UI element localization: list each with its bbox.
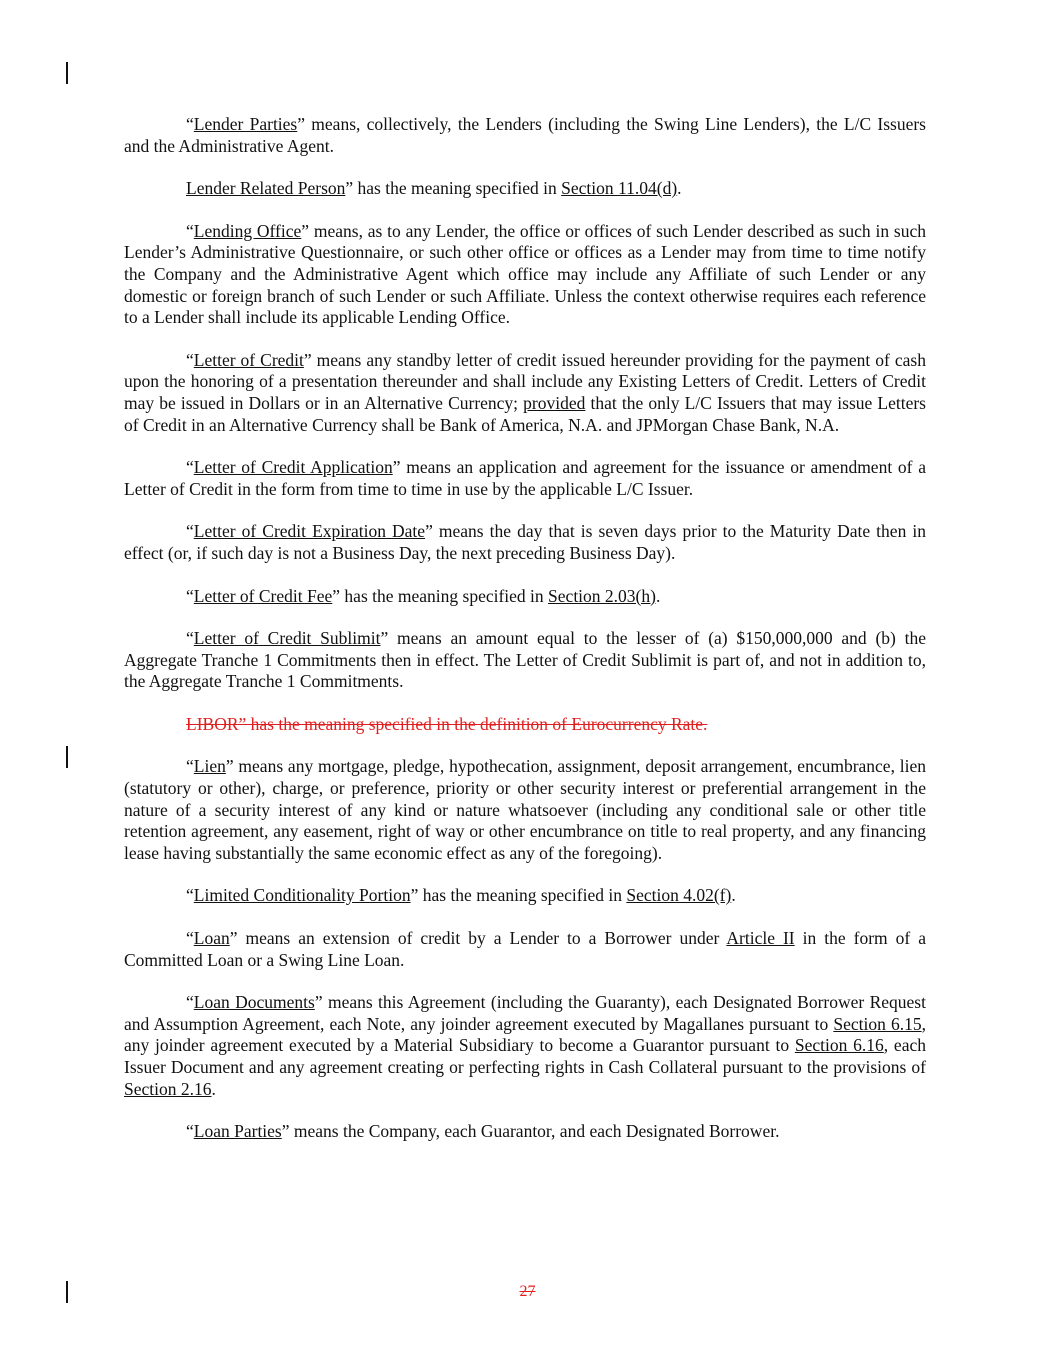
definition-text: ” means the day that is seven days prior to the Maturity Date then in effect (or, if such day is not a Business Day, the next preceding Business Day). — [124, 521, 926, 563]
change-bar-top — [66, 62, 68, 84]
defined-term-or-reference: Section 6.15 — [833, 1013, 922, 1034]
definition-text: ” has the meaning specified in — [332, 585, 549, 606]
defined-term-or-reference: Lender Parties — [193, 114, 298, 134]
defined-term-or-reference: Section 6.16 — [794, 1035, 884, 1056]
definition-loan — [124, 928, 926, 971]
definition-text: “ — [186, 585, 194, 606]
definition-text: ” means an extension of credit by a Lender to a Borrower under — [229, 928, 727, 949]
definition-text: ” has the meaning specified in — [410, 885, 627, 906]
defined-term-or-reference: Letter of Credit Sublimit — [193, 628, 381, 649]
definition-text: ” means, as to any Lender, the office or offices of such Lender described as such in such Lender’s Administrative Questionnaire, or such other office or offices as a Lender may from time to time notify the Company and the Administrative Agent which office may include any Affiliate of such Lender or any domestic or foreign branch of such Lender or such Affiliate. Unless the context otherwise requires each reference to a Lender shall include its applicable Lending Office. — [124, 220, 926, 328]
defined-term-or-reference: Section 4.02(f) — [626, 885, 732, 906]
defined-term-or-reference: Limited Conditionality Portion — [193, 885, 411, 906]
definition-text: “ — [186, 114, 194, 134]
defined-term-or-reference: provided — [523, 392, 586, 413]
definition-text: ” means an amount equal to the lesser of (a) $150,000,000 and (b) the Aggregate Tranche 1 Commitments then in effect. The Letter of Credit Sublimit is part of, and not in addition to, the Aggregate Tranche 1 Commitments. — [124, 628, 926, 692]
definition-text: ” means, collectively, the Lenders (including the Swing Line Lenders), the L/C Issuers and the Administrative Agent. — [124, 114, 926, 156]
definition-letter-of-credit-fee — [124, 586, 926, 608]
defined-term-or-reference: Loan Documents — [193, 992, 315, 1013]
definition-text: ” has the meaning specified in — [345, 178, 562, 199]
definition-loan-parties — [124, 1121, 926, 1143]
change-bar-libor — [66, 746, 68, 768]
definition-text: . — [655, 585, 661, 606]
definition-letter-of-credit-application — [124, 457, 926, 500]
defined-term-or-reference: Letter of Credit Fee — [193, 585, 333, 606]
defined-term-or-reference: Section 2.16 — [124, 1078, 212, 1099]
definition-text: ” means any mortgage, pledge, hypothecation, assignment, deposit arrangement, encumbrance, lien (statutory or other), charge, or preference, priority or other security interest or preferential arrangement in the nature of a security interest of any kind or nature whatsoever (including any conditional sale or other title retention agreement, any easement, right of way or other encumbrance on title to real property, and any financing lease having substantially the same economic effect as any of the foregoing). — [124, 756, 926, 863]
defined-term-or-reference: Lending Office — [193, 220, 302, 241]
defined-term-or-reference: Section 2.03(h) — [548, 585, 656, 606]
defined-term-or-reference: Loan Parties — [193, 1121, 282, 1142]
definition-letter-of-credit-expiration-date — [124, 521, 926, 564]
definition-text: . — [731, 885, 736, 906]
definition-libor-deleted — [124, 714, 926, 736]
page-number: 27 — [519, 1283, 536, 1300]
definition-text: ” has the meaning specified in the definition of Eurocurrency Rate. — [238, 713, 708, 734]
definition-text: “ — [186, 756, 194, 777]
definition-text: that the only L/C Issuers that may issue Letters of Credit in an Alternative Currency shall be Bank of America, N.A. and JPMorgan Chase Bank, N.A. — [124, 392, 926, 435]
definition-text: ” means this Agreement (including the Guaranty), each Designated Borrower Request and Assumption Agreement, each Note, any joinder agreement executed by Magallanes pursuant to — [124, 992, 926, 1034]
defined-term-or-reference: Loan — [193, 928, 230, 949]
document-body — [124, 114, 926, 1164]
definition-lending-office — [124, 221, 926, 329]
definition-text: . — [211, 1078, 216, 1099]
definition-text: “ — [186, 885, 194, 906]
definition-text: “ — [186, 220, 194, 241]
definition-text: “ — [186, 1121, 194, 1142]
definition-text: ” means the Company, each Guarantor, and each Designated Borrower. — [281, 1121, 780, 1142]
definition-text: “ — [186, 521, 194, 542]
defined-term-or-reference: Lender Related Person — [186, 178, 346, 199]
definition-loan-documents — [124, 992, 926, 1100]
definition-text: , any joinder agreement executed by a Material Subsidiary to become a Guarantor pursuant to — [124, 1013, 926, 1056]
defined-term-or-reference: Letter of Credit Application — [193, 457, 393, 478]
definition-text: ” means an application and agreement for the issuance or amendment of a Letter of Credit in the form from time to time in use by the applicable L/C Issuer. — [124, 457, 926, 499]
defined-term-or-reference: Section 11.04(d) — [561, 178, 678, 199]
definition-text: “ — [186, 628, 194, 649]
defined-term-or-reference: Letter of Credit — [193, 349, 304, 370]
definition-letter-of-credit — [124, 350, 926, 436]
definition-lien — [124, 756, 926, 864]
definition-text: . — [677, 178, 682, 199]
definition-lender-related-person — [124, 178, 926, 200]
definition-lender-parties — [124, 114, 926, 157]
defined-term-or-reference: LIBOR — [186, 713, 239, 734]
definition-text: ” means any standby letter of credit issued hereunder providing for the payment of cash upon the honoring of a presentation thereunder and shall include any Existing Letters of Credit. Letters of Credit may be issued in Dollars or in an Alternative Currency; — [124, 349, 926, 413]
definition-text: , each Issuer Document and any agreement creating or perfecting rights in Cash Collateral pursuant to the provisions of — [124, 1035, 926, 1077]
definition-text: “ — [186, 928, 194, 949]
definition-text: in the form of a Committed Loan or a Swing Line Loan. — [124, 928, 926, 970]
definition-text: “ — [186, 992, 194, 1013]
defined-term-or-reference: Article II — [726, 928, 795, 949]
definition-text: “ — [186, 457, 194, 478]
definition-limited-conditionality-portion — [124, 885, 926, 907]
defined-term-or-reference: Lien — [193, 756, 226, 777]
definition-text: “ — [186, 349, 194, 370]
defined-term-or-reference: Letter of Credit Expiration Date — [193, 521, 426, 542]
definition-letter-of-credit-sublimit — [124, 628, 926, 693]
